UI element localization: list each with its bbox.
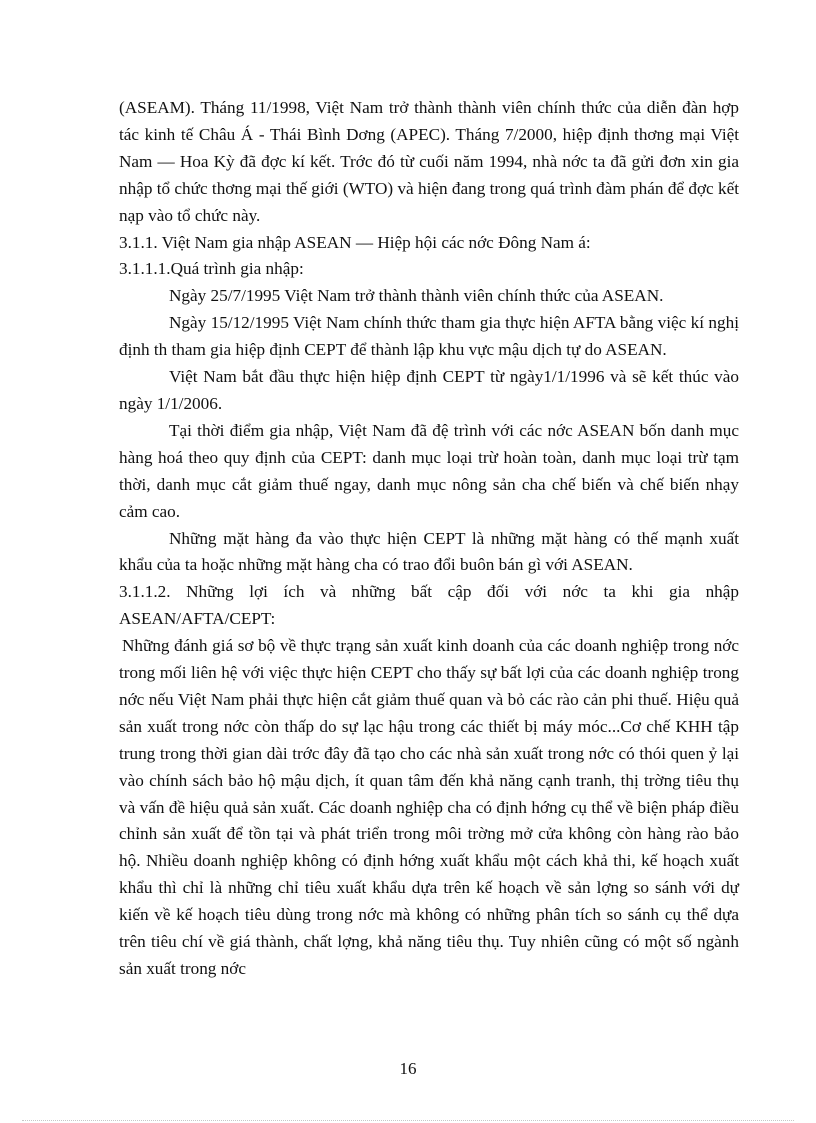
document-body xyxy=(119,95,739,983)
paragraph-assessment: Những đánh giá sơ bộ về thực trạng sản xuất kinh doanh của các doanh nghiệp trong nớc trong mối liên hệ với việc thực hiện CEPT cho thấy sự bất lợi của các doanh nghiệp trong nớc nếu Việt Nam phải thực hiện cắt giảm thuế quan và bỏ các rào cản phi thuế. Hiệu quả sản xuất trong nớc còn thấp do sự lạc hậu trong các thiết bị máy móc...Cơ chế KHH tập trung trong thời gian dài trớc đây đã tạo cho các nhà sản xuất trong nớc có thói quen ỷ lại vào chính sách bảo hộ mậu dịch, ít quan tâm đến khả năng cạnh tranh, thị trờng tiêu thụ và vấn đề hiệu quả sản xuất. Các doanh nghiệp cha có định hớng cụ thể về biện pháp điều chỉnh sản xuất để tồn tại và phát triển trong môi trờng mở cửa không còn hàng rào bảo hộ. Nhiều doanh nghiệp không có định hớng xuất khẩu một cách khả thi, kế hoạch xuất khẩu thì chỉ là những chỉ tiêu xuất khẩu dựa trên kế hoạch về sản lợng so sánh với dự kiến về kế hoạch tiêu dùng trong nớc mà không có những phân tích so sánh cụ thể dựa trên tiêu chí về giá thành, chất lợng, khả năng tiêu thụ. Tuy nhiên cũng có một số ngành sản xuất trong nớc xyxy=(119,636,739,978)
paragraph-cept-goods: Những mặt hàng đa vào thực hiện CEPT là những mặt hàng có thế mạnh xuất khẩu của ta hoặc những mặt hàng cha có trao đổi buôn bán gì với ASEAN. xyxy=(119,528,739,575)
page-number: 16 xyxy=(399,1059,417,1078)
section-heading-3-1-1: 3.1.1. Việt Nam gia nhập ASEAN — Hiệp hội các nớc Đông Nam á: xyxy=(119,232,591,252)
paragraph-cept-lists: Tại thời điểm gia nhập, Việt Nam đã đệ trình với các nớc ASEAN bốn danh mục hàng hoá theo quy định của CEPT: danh mục loại trừ hoàn toàn, danh mục loại trừ tạm thời, danh mục cắt giảm thuế ngay, danh mục nông sản cha chế biến và chế biến nhạy cảm cao. xyxy=(119,420,739,521)
paragraph-cept-timeline: Việt Nam bắt đầu thực hiện hiệp định CEPT từ ngày1/1/1996 và sẽ kết thúc vào ngày 1/1/2006. xyxy=(119,367,739,413)
page-bottom-divider xyxy=(22,1120,794,1121)
paragraph-asean-membership: Ngày 25/7/1995 Việt Nam trở thành thành viên chính thức của ASEAN. xyxy=(169,286,664,306)
paragraph-intro: (ASEAM). Tháng 11/1998, Việt Nam trở thành thành viên chính thức của diễn đàn hợp tác kinh tế Châu Á - Thái Bình Dơng (APEC). Tháng 7/2000, hiệp định thơng mại Việt Nam — Hoa Kỳ đã đợc kí kết. Trớc đó từ cuối năm 1994, nhà nớc ta đã gửi đơn xin gia nhập tổ chức thơng mại thế giới (WTO) và hiện đang trong quá trình đàm phán để đợc kết nạp vào tổ chức này. xyxy=(119,98,739,225)
subsection-heading-3-1-1-1: 3.1.1.1.Quá trình gia nhập: xyxy=(119,259,304,279)
paragraph-afta-participation: Ngày 15/12/1995 Việt Nam chính thức tham gia thực hiện AFTA bằng việc kí nghị định th tham gia hiệp định CEPT để thành lập khu vực mậu dịch tự do ASEAN. xyxy=(119,313,739,360)
subsection-heading-3-1-1-2: 3.1.1.2. Những lợi ích và những bất cập đối với nớc ta khi gia nhập ASEAN/AFTA/CEPT: xyxy=(119,582,739,629)
